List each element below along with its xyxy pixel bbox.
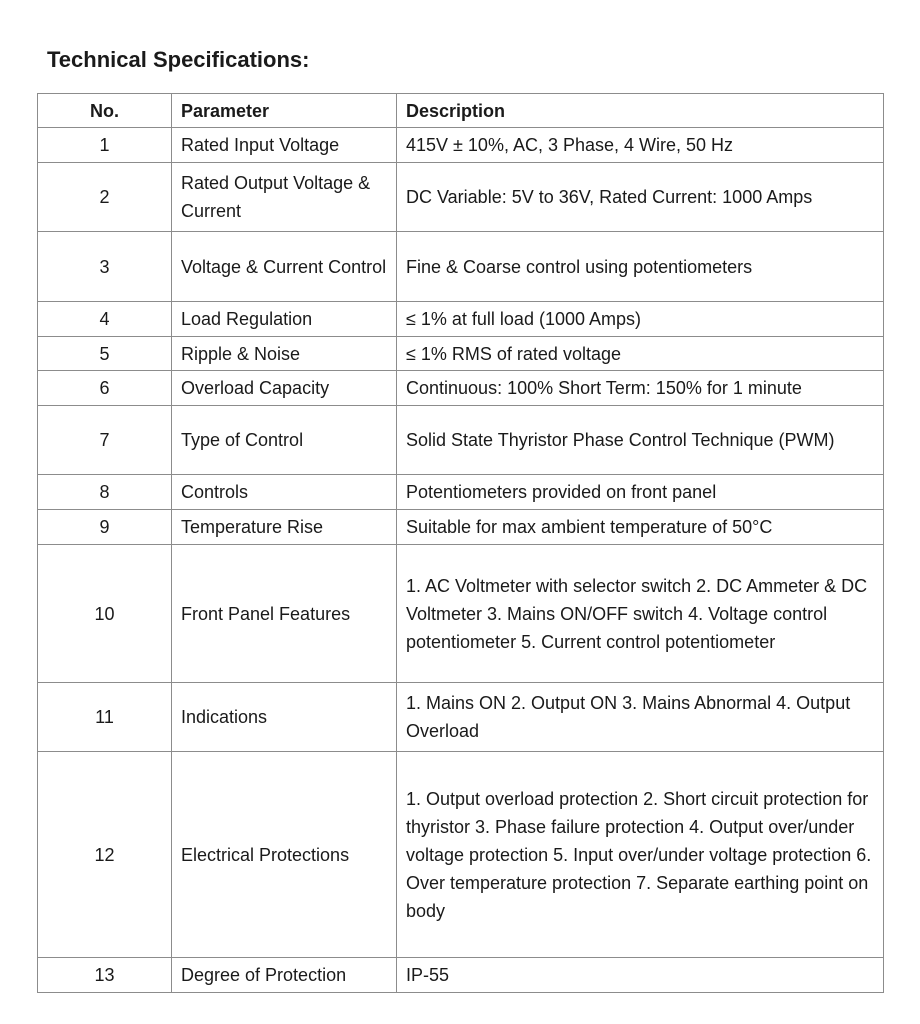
table-row <box>38 232 884 302</box>
row-parameter: Type of Control <box>172 406 397 475</box>
table-row <box>38 683 884 752</box>
row-number: 7 <box>38 406 172 475</box>
row-number: 4 <box>38 302 172 337</box>
row-number: 12 <box>38 752 172 958</box>
row-number: 5 <box>38 337 172 371</box>
row-description: ≤ 1% at full load (1000 Amps) <box>397 302 884 337</box>
row-parameter: Electrical Protections <box>172 752 397 958</box>
row-parameter: Load Regulation <box>172 302 397 337</box>
table-row <box>38 406 884 475</box>
page-title: Technical Specifications: <box>47 47 310 72</box>
row-parameter: Degree of Protection <box>172 958 397 993</box>
specifications-table <box>37 93 884 993</box>
row-description: Fine & Coarse control using potentiometers <box>397 232 884 302</box>
table-body <box>38 128 884 993</box>
row-parameter: Front Panel Features <box>172 545 397 683</box>
header-parameter: Parameter <box>172 94 397 128</box>
table-row <box>38 337 884 371</box>
table-row <box>38 958 884 993</box>
row-parameter: Controls <box>172 475 397 510</box>
row-number: 1 <box>38 128 172 163</box>
row-number: 9 <box>38 510 172 545</box>
table-row <box>38 475 884 510</box>
row-description: Suitable for max ambient temperature of 50°C <box>397 510 884 545</box>
row-number: 11 <box>38 683 172 752</box>
row-description: 1. Mains ON 2. Output ON 3. Mains Abnormal 4. Output Overload <box>397 683 884 752</box>
row-description: DC Variable: 5V to 36V, Rated Current: 1000 Amps <box>397 163 884 232</box>
row-description: IP-55 <box>397 958 884 993</box>
row-parameter: Ripple & Noise <box>172 337 397 371</box>
row-parameter: Overload Capacity <box>172 371 397 406</box>
table-row <box>38 545 884 683</box>
table-row <box>38 510 884 545</box>
table-row <box>38 128 884 163</box>
row-parameter: Temperature Rise <box>172 510 397 545</box>
row-parameter: Rated Input Voltage <box>172 128 397 163</box>
row-description: 1. Output overload protection 2. Short circuit protection for thyristor 3. Phase failure protection 4. Output over/under voltage protection 5. Input over/under voltage protection 6. Over temperature protection 7. Separate earthing point on body <box>397 752 884 958</box>
header-description: Description <box>397 94 884 128</box>
row-number: 2 <box>38 163 172 232</box>
row-description: Potentiometers provided on front panel <box>397 475 884 510</box>
row-description: Solid State Thyristor Phase Control Technique (PWM) <box>397 406 884 475</box>
table-row <box>38 302 884 337</box>
row-number: 8 <box>38 475 172 510</box>
table-row <box>38 371 884 406</box>
row-number: 10 <box>38 545 172 683</box>
row-parameter: Indications <box>172 683 397 752</box>
table-row <box>38 752 884 958</box>
header-row <box>38 94 884 128</box>
row-number: 3 <box>38 232 172 302</box>
header-no: No. <box>38 94 172 128</box>
row-number: 6 <box>38 371 172 406</box>
row-description: Continuous: 100% Short Term: 150% for 1 minute <box>397 371 884 406</box>
row-number: 13 <box>38 958 172 993</box>
table-row <box>38 163 884 232</box>
row-description: 415V ± 10%, AC, 3 Phase, 4 Wire, 50 Hz <box>397 128 884 163</box>
row-parameter: Voltage & Current Control <box>172 232 397 302</box>
row-description: ≤ 1% RMS of rated voltage <box>397 337 884 371</box>
table-header <box>38 94 884 128</box>
row-description: 1. AC Voltmeter with selector switch 2. DC Ammeter & DC Voltmeter 3. Mains ON/OFF switch 4. Voltage control potentiometer 5. Current control potentiometer <box>397 545 884 683</box>
row-parameter: Rated Output Voltage & Current <box>172 163 397 232</box>
